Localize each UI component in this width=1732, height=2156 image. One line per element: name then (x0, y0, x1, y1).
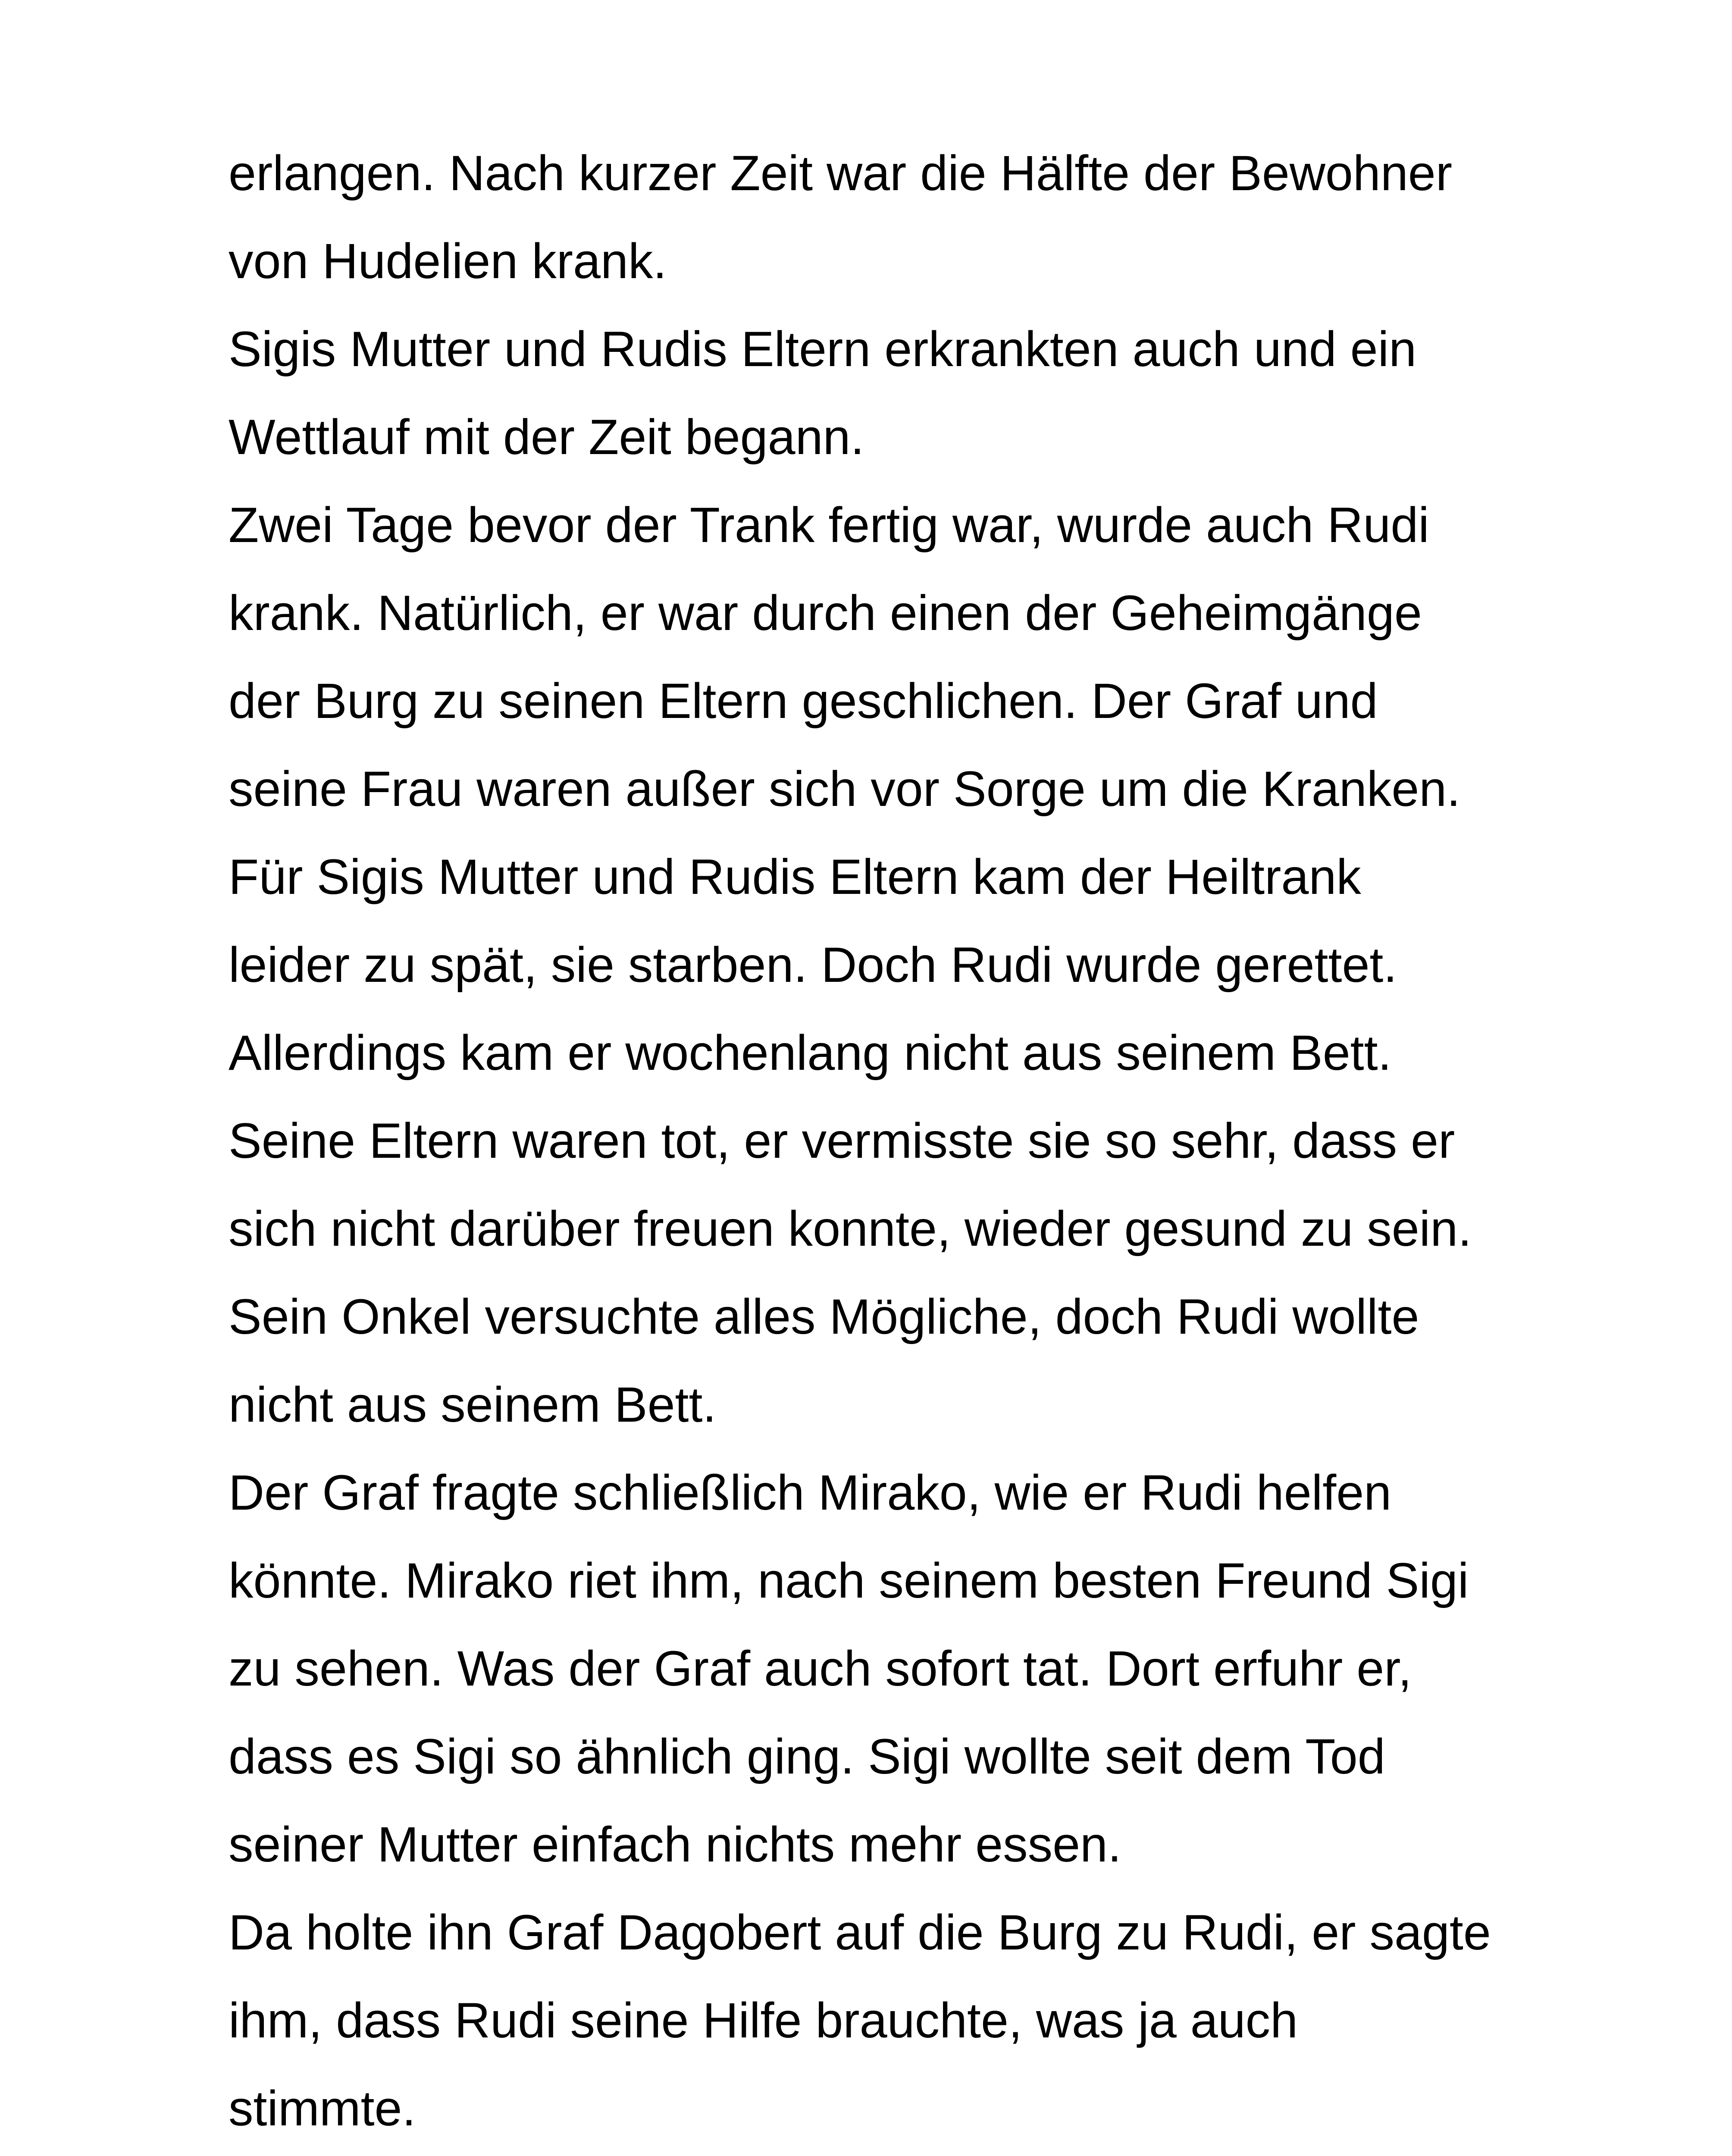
text-line: nicht aus seinem Bett. (229, 1377, 717, 1432)
text-line: könnte. Mirako riet ihm, nach seinem besten Freund Sigi (229, 1553, 1469, 1608)
text-line: seiner Mutter einfach nichts mehr essen. (229, 1817, 1121, 1872)
text-line: leider zu spät, sie starben. Doch Rudi wurde gerettet. (229, 937, 1397, 993)
text-line: Der Graf fragte schließlich Mirako, wie er Rudi helfen (229, 1465, 1392, 1520)
text-line: seine Frau waren außer sich vor Sorge um die Kranken. (229, 761, 1461, 817)
text-line: krank. Natürlich, er war durch einen der Geheimgänge (229, 586, 1422, 641)
text-line: stimmte. (229, 2081, 416, 2136)
text-line: zu sehen. Was der Graf auch sofort tat. Dort erfuhr er, (229, 1641, 1412, 1696)
text-line: Seine Eltern waren tot, er vermisste sie so sehr, dass er (229, 1113, 1455, 1169)
text-line: Da holte ihn Graf Dagobert auf die Burg zu Rudi, er sagte (229, 1905, 1491, 1960)
text-line: erlangen. Nach kurzer Zeit war die Hälfte der Bewohner (229, 146, 1453, 201)
text-line: von Hudelien krank. (229, 234, 667, 289)
text-line: Allerdings kam er wochenlang nicht aus seinem Bett. (229, 1025, 1392, 1081)
text-line: Für Sigis Mutter und Rudis Eltern kam der Heiltrank (229, 849, 1361, 905)
text-line: der Burg zu seinen Eltern geschlichen. Der Graf und (229, 674, 1378, 729)
text-line: Zwei Tage bevor der Trank fertig war, wurde auch Rudi (229, 498, 1429, 553)
text-line: Sein Onkel versuchte alles Mögliche, doch Rudi wollte (229, 1289, 1419, 1344)
text-line: Sigis Mutter und Rudis Eltern erkrankten auch und ein (229, 322, 1417, 377)
text-line: dass es Sigi so ähnlich ging. Sigi wollte seit dem Tod (229, 1729, 1385, 1784)
text-line: ihm, dass Rudi seine Hilfe brauchte, was ja auch (229, 1993, 1298, 2048)
text-line: Wettlauf mit der Zeit begann. (229, 410, 864, 465)
body-text (229, 129, 1608, 2153)
text-line: sich nicht darüber freuen konnte, wieder gesund zu sein. (229, 1201, 1472, 1257)
